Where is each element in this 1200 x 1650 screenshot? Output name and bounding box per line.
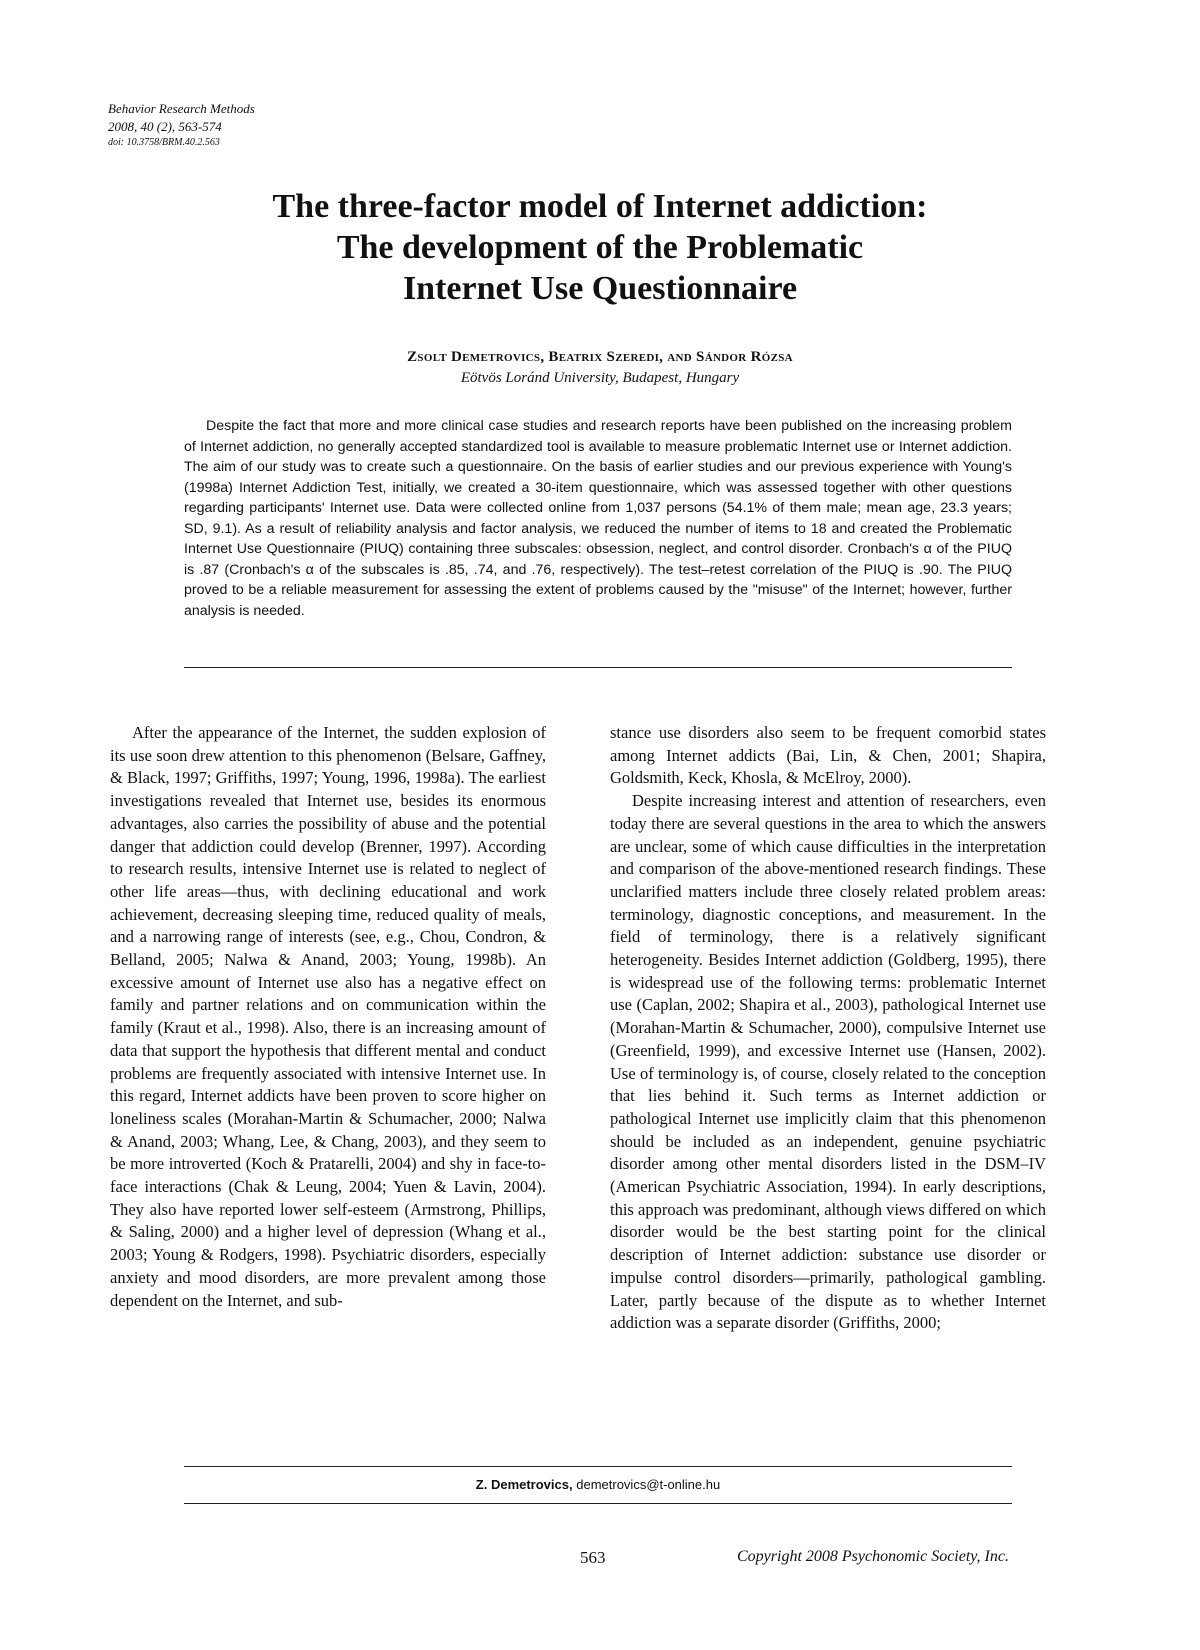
body-column-right <box>610 722 1046 1335</box>
body-paragraph: stance use disorders also seem to be frequent comorbid states among Internet addicts (Bai, Lin, & Chen, 2001; Shapira, Goldsmith, Keck, Khosla, & McElroy, 2000). <box>610 723 1046 788</box>
footnote-divider-top <box>184 1466 1012 1467</box>
body-paragraph: Despite increasing interest and attention of researchers, even today there are several questions in the area to which the answers are unclear, some of which cause difficulties in the interpretation and comparison of the above-mentioned research findings. These unclarified matters include three closely related problem areas: terminology, diagnostic conceptions, and measurement. In the field of terminology, there is a relatively significant heterogeneity. Besides Internet addiction (Goldberg, 1995), there is widespread use of the following terms: problematic Internet use (Caplan, 2002; Shapira et al., 2003), pathological Internet use (Morahan-Martin & Schumacher, 2000), compulsive Internet use (Greenfield, 1999), and excessive Internet use (Hansen, 2002). Use of terminology is, of course, closely related to the conception that lies behind it. Such terms as Internet addiction or pathological Internet use implicitly claim that this phenomenon should be included as an independent, genuine psychiatric disorder among other mental disorders listed in the DSM–IV (American Psychiatric Association, 1994). In early descriptions, this approach was predominant, although views differed on which disorder would be the best starting point for the clinical description of Internet addiction: substance use disorder or impulse control disorders—primarily, pathological gambling. Later, partly because of the dispute as to whether Internet addiction was a separate disorder (Griffiths, 2000; <box>610 791 1046 1333</box>
journal-header <box>108 100 255 150</box>
correspondence-name: Z. Demetrovics, <box>475 1477 573 1492</box>
article-title <box>160 186 1040 309</box>
journal-name: Behavior Research Methods <box>108 101 255 116</box>
journal-citation: 2008, 40 (2), 563-574 <box>108 119 222 134</box>
body-paragraph: After the appearance of the Internet, the sudden explosion of its use soon drew attention to this phenomenon (Belsare, Gaffney, & Black, 1997; Griffiths, 1997; Young, 1996, 1998a). The earliest investigations revealed that Internet use, besides its enormous advantages, also carries the possibility of abuse and the potential danger that addiction could develop (Brenner, 1997). According to research results, intensive Internet use is related to neglect of other life areas—thus, with declining educational and work achievement, decreasing sleeping time, reduced quality of meals, and a narrowing range of interests (see, e.g., Chou, Condron, & Belland, 2005; Nalwa & Anand, 2003; Young, 1998b). An excessive amount of Internet use also has a negative effect on family and partner relations and on communication within the family (Kraut et al., 1998). Also, there is an increasing amount of data that support the hypothesis that different mental and conduct problems are frequently associated with intensive Internet use. In this regard, Internet addicts have been proven to score higher on loneliness scales (Morahan-Martin & Schumacher, 2000; Nalwa & Anand, 2003; Whang, Lee, & Chang, 2003), and they seem to be more introverted (Koch & Pratarelli, 2004) and shy in face-to-face interactions (Chak & Leung, 2004; Yuen & Lavin, 2004). They also have reported lower self-esteem (Armstrong, Phillips, & Saling, 2000) and a higher level of depression (Whang et al., 2003; Young & Rodgers, 1998). Psychiatric disorders, especially anxiety and mood disorders, are more prevalent among those dependent on the Internet, and sub- <box>110 723 546 1310</box>
title-line: The development of the Problematic <box>336 229 864 266</box>
abstract: Despite the fact that more and more clinical case studies and research reports have been published on the increasing problem of Internet addiction, no generally accepted standardized tool is available to measure problematic Internet use or Internet addiction. The aim of our study was to create such a questionnaire. On the basis of earlier studies and our previous experience with Young's (1998a) Internet Addiction Test, initially, we created a 30-item questionnaire, which was assessed together with other questions regarding participants' Internet use. Data were collected online from 1,037 persons (54.1% of them male; mean age, 23.3 years; SD, 9.1). As a result of reliability analysis and factor analysis, we reduced the number of items to 18 and created the Problematic Internet Use Questionnaire (PIUQ) containing three subscales: obsession, neglect, and control disorder. Cronbach's α of the PIUQ is .87 (Cronbach's α of the subscales is .85, .74, and .76, respectively). The test–retest correlation of the PIUQ is .90. The PIUQ proved to be a reliable measurement for assessing the extent of problems caused by the "misuse" of the Internet; however, further analysis is needed. <box>184 418 1012 619</box>
copyright-notice: Copyright 2008 Psychonomic Society, Inc. <box>737 1548 1009 1565</box>
correspondence-note <box>184 1477 1012 1492</box>
title-line: The three-factor model of Internet addiction: <box>272 188 928 225</box>
author-affiliation: Eötvös Loránd University, Budapest, Hungary <box>460 370 740 386</box>
page-number: 563 <box>580 1548 606 1567</box>
title-line: Internet Use Questionnaire <box>402 270 798 307</box>
correspondence-email[interactable]: demetrovics@t-online.hu <box>576 1477 721 1492</box>
journal-doi: doi: 10.3758/BRM.40.2.563 <box>108 137 220 148</box>
footnote-divider-bottom <box>184 1503 1012 1504</box>
author-list: Zsolt Demetrovics, Beatrix Szeredi, and Sándor Rózsa <box>407 349 793 365</box>
body-column-left <box>110 722 546 1312</box>
abstract-divider <box>184 667 1012 668</box>
